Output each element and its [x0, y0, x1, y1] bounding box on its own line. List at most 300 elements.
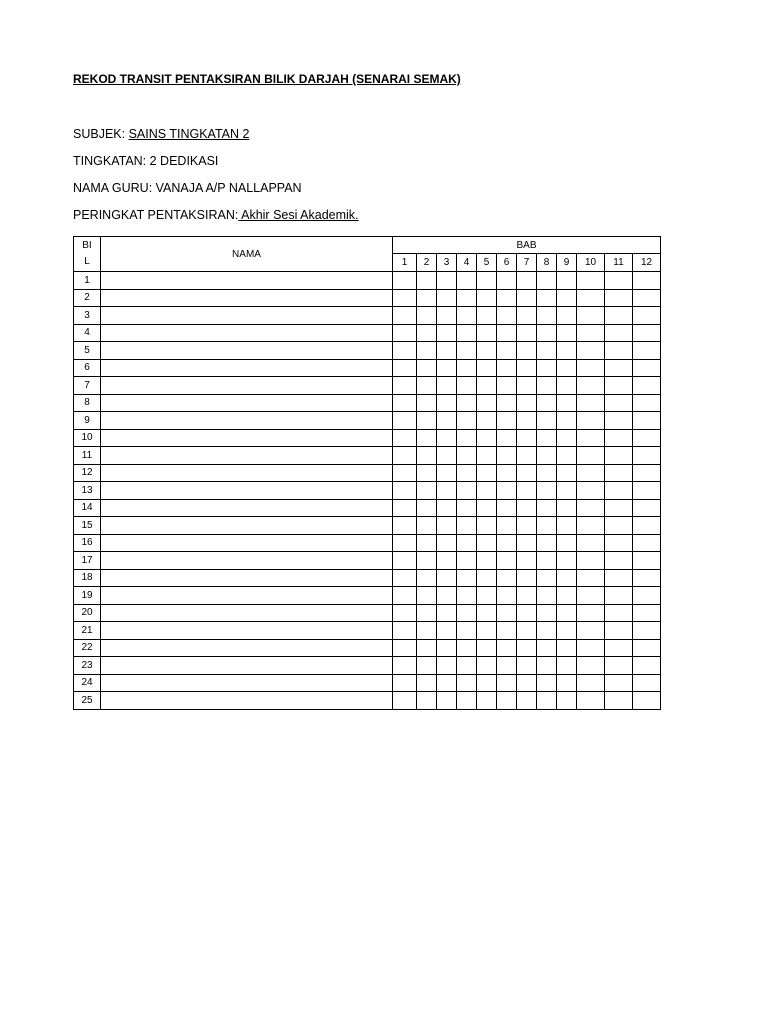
bab-check-cell[interactable]	[577, 534, 605, 552]
bab-check-cell[interactable]	[557, 429, 577, 447]
bab-check-cell[interactable]	[437, 692, 457, 710]
bab-check-cell[interactable]	[437, 464, 457, 482]
bab-check-cell[interactable]	[605, 552, 633, 570]
bab-check-cell[interactable]	[577, 394, 605, 412]
bab-check-cell[interactable]	[497, 272, 517, 290]
bab-check-cell[interactable]	[605, 429, 633, 447]
bab-check-cell[interactable]	[577, 639, 605, 657]
bab-check-cell[interactable]	[477, 622, 497, 640]
nama-cell[interactable]	[101, 342, 393, 360]
bab-check-cell[interactable]	[477, 674, 497, 692]
bab-check-cell[interactable]	[577, 412, 605, 430]
bab-check-cell[interactable]	[393, 429, 417, 447]
bab-check-cell[interactable]	[393, 359, 417, 377]
bab-check-cell[interactable]	[393, 342, 417, 360]
bab-check-cell[interactable]	[537, 377, 557, 395]
bab-check-cell[interactable]	[417, 272, 437, 290]
bab-check-cell[interactable]	[605, 587, 633, 605]
bab-check-cell[interactable]	[605, 272, 633, 290]
bab-check-cell[interactable]	[393, 499, 417, 517]
bab-check-cell[interactable]	[633, 324, 661, 342]
bab-check-cell[interactable]	[477, 394, 497, 412]
nama-cell[interactable]	[101, 447, 393, 465]
bab-check-cell[interactable]	[393, 657, 417, 675]
bab-check-cell[interactable]	[437, 289, 457, 307]
nama-cell[interactable]	[101, 307, 393, 325]
bab-check-cell[interactable]	[497, 464, 517, 482]
bab-check-cell[interactable]	[457, 359, 477, 377]
nama-cell[interactable]	[101, 272, 393, 290]
bab-check-cell[interactable]	[497, 394, 517, 412]
bab-check-cell[interactable]	[605, 604, 633, 622]
bab-check-cell[interactable]	[457, 464, 477, 482]
bab-check-cell[interactable]	[393, 552, 417, 570]
bab-check-cell[interactable]	[577, 429, 605, 447]
bab-check-cell[interactable]	[477, 657, 497, 675]
bab-check-cell[interactable]	[497, 639, 517, 657]
bab-check-cell[interactable]	[417, 587, 437, 605]
bab-check-cell[interactable]	[417, 534, 437, 552]
bab-check-cell[interactable]	[457, 587, 477, 605]
bab-check-cell[interactable]	[477, 482, 497, 500]
bab-check-cell[interactable]	[437, 639, 457, 657]
bab-check-cell[interactable]	[477, 534, 497, 552]
bab-check-cell[interactable]	[633, 534, 661, 552]
bab-check-cell[interactable]	[393, 377, 417, 395]
bab-check-cell[interactable]	[605, 622, 633, 640]
bab-check-cell[interactable]	[497, 342, 517, 360]
bab-check-cell[interactable]	[633, 482, 661, 500]
bab-check-cell[interactable]	[517, 482, 537, 500]
nama-cell[interactable]	[101, 517, 393, 535]
bab-check-cell[interactable]	[633, 552, 661, 570]
bab-check-cell[interactable]	[537, 324, 557, 342]
nama-cell[interactable]	[101, 412, 393, 430]
bab-check-cell[interactable]	[497, 552, 517, 570]
bab-check-cell[interactable]	[437, 359, 457, 377]
bab-check-cell[interactable]	[457, 639, 477, 657]
bab-check-cell[interactable]	[497, 307, 517, 325]
nama-cell[interactable]	[101, 622, 393, 640]
bab-check-cell[interactable]	[437, 377, 457, 395]
bab-check-cell[interactable]	[437, 534, 457, 552]
bab-check-cell[interactable]	[633, 464, 661, 482]
bab-check-cell[interactable]	[417, 499, 437, 517]
bab-check-cell[interactable]	[517, 429, 537, 447]
nama-cell[interactable]	[101, 639, 393, 657]
bab-check-cell[interactable]	[557, 377, 577, 395]
bab-check-cell[interactable]	[457, 552, 477, 570]
nama-cell[interactable]	[101, 534, 393, 552]
bab-check-cell[interactable]	[393, 639, 417, 657]
bab-check-cell[interactable]	[577, 569, 605, 587]
bab-check-cell[interactable]	[417, 429, 437, 447]
bab-check-cell[interactable]	[557, 289, 577, 307]
bab-check-cell[interactable]	[605, 569, 633, 587]
bab-check-cell[interactable]	[477, 569, 497, 587]
bab-check-cell[interactable]	[633, 447, 661, 465]
bab-check-cell[interactable]	[633, 412, 661, 430]
bab-check-cell[interactable]	[457, 569, 477, 587]
bab-check-cell[interactable]	[517, 692, 537, 710]
bab-check-cell[interactable]	[605, 534, 633, 552]
bab-check-cell[interactable]	[537, 447, 557, 465]
bab-check-cell[interactable]	[577, 307, 605, 325]
bab-check-cell[interactable]	[517, 342, 537, 360]
bab-check-cell[interactable]	[393, 622, 417, 640]
nama-cell[interactable]	[101, 587, 393, 605]
bab-check-cell[interactable]	[605, 517, 633, 535]
nama-cell[interactable]	[101, 482, 393, 500]
bab-check-cell[interactable]	[577, 499, 605, 517]
bab-check-cell[interactable]	[537, 412, 557, 430]
bab-check-cell[interactable]	[633, 674, 661, 692]
bab-check-cell[interactable]	[393, 674, 417, 692]
bab-check-cell[interactable]	[517, 639, 537, 657]
bab-check-cell[interactable]	[577, 657, 605, 675]
bab-check-cell[interactable]	[497, 534, 517, 552]
bab-check-cell[interactable]	[517, 394, 537, 412]
bab-check-cell[interactable]	[417, 692, 437, 710]
bab-check-cell[interactable]	[633, 289, 661, 307]
bab-check-cell[interactable]	[393, 569, 417, 587]
bab-check-cell[interactable]	[557, 587, 577, 605]
nama-cell[interactable]	[101, 692, 393, 710]
bab-check-cell[interactable]	[517, 324, 537, 342]
bab-check-cell[interactable]	[417, 359, 437, 377]
bab-check-cell[interactable]	[497, 692, 517, 710]
bab-check-cell[interactable]	[437, 272, 457, 290]
bab-check-cell[interactable]	[537, 359, 557, 377]
bab-check-cell[interactable]	[393, 307, 417, 325]
bab-check-cell[interactable]	[477, 359, 497, 377]
bab-check-cell[interactable]	[437, 429, 457, 447]
bab-check-cell[interactable]	[417, 657, 437, 675]
bab-check-cell[interactable]	[393, 534, 417, 552]
bab-check-cell[interactable]	[457, 377, 477, 395]
bab-check-cell[interactable]	[517, 604, 537, 622]
bab-check-cell[interactable]	[537, 604, 557, 622]
bab-check-cell[interactable]	[605, 289, 633, 307]
bab-check-cell[interactable]	[457, 674, 477, 692]
bab-check-cell[interactable]	[393, 412, 417, 430]
bab-check-cell[interactable]	[497, 569, 517, 587]
bab-check-cell[interactable]	[605, 674, 633, 692]
bab-check-cell[interactable]	[517, 499, 537, 517]
bab-check-cell[interactable]	[537, 569, 557, 587]
bab-check-cell[interactable]	[393, 587, 417, 605]
bab-check-cell[interactable]	[577, 324, 605, 342]
bab-check-cell[interactable]	[557, 342, 577, 360]
bab-check-cell[interactable]	[477, 692, 497, 710]
bab-check-cell[interactable]	[497, 604, 517, 622]
nama-cell[interactable]	[101, 604, 393, 622]
bab-check-cell[interactable]	[497, 587, 517, 605]
bab-check-cell[interactable]	[537, 342, 557, 360]
bab-check-cell[interactable]	[633, 272, 661, 290]
bab-check-cell[interactable]	[497, 289, 517, 307]
bab-check-cell[interactable]	[577, 622, 605, 640]
bab-check-cell[interactable]	[605, 342, 633, 360]
bab-check-cell[interactable]	[517, 289, 537, 307]
bab-check-cell[interactable]	[393, 692, 417, 710]
bab-check-cell[interactable]	[417, 569, 437, 587]
bab-check-cell[interactable]	[497, 359, 517, 377]
bab-check-cell[interactable]	[537, 622, 557, 640]
bab-check-cell[interactable]	[577, 604, 605, 622]
bab-check-cell[interactable]	[557, 359, 577, 377]
bab-check-cell[interactable]	[537, 482, 557, 500]
bab-check-cell[interactable]	[417, 482, 437, 500]
bab-check-cell[interactable]	[537, 534, 557, 552]
bab-check-cell[interactable]	[393, 464, 417, 482]
bab-check-cell[interactable]	[557, 394, 577, 412]
bab-check-cell[interactable]	[457, 307, 477, 325]
bab-check-cell[interactable]	[633, 517, 661, 535]
bab-check-cell[interactable]	[457, 447, 477, 465]
bab-check-cell[interactable]	[497, 622, 517, 640]
bab-check-cell[interactable]	[605, 639, 633, 657]
bab-check-cell[interactable]	[557, 324, 577, 342]
bab-check-cell[interactable]	[497, 657, 517, 675]
bab-check-cell[interactable]	[577, 342, 605, 360]
bab-check-cell[interactable]	[457, 604, 477, 622]
bab-check-cell[interactable]	[633, 604, 661, 622]
nama-cell[interactable]	[101, 359, 393, 377]
bab-check-cell[interactable]	[417, 342, 437, 360]
bab-check-cell[interactable]	[537, 307, 557, 325]
bab-check-cell[interactable]	[633, 429, 661, 447]
bab-check-cell[interactable]	[477, 499, 497, 517]
bab-check-cell[interactable]	[477, 429, 497, 447]
bab-check-cell[interactable]	[557, 464, 577, 482]
bab-check-cell[interactable]	[577, 272, 605, 290]
bab-check-cell[interactable]	[457, 622, 477, 640]
bab-check-cell[interactable]	[417, 307, 437, 325]
bab-check-cell[interactable]	[537, 517, 557, 535]
bab-check-cell[interactable]	[477, 517, 497, 535]
bab-check-cell[interactable]	[557, 517, 577, 535]
bab-check-cell[interactable]	[497, 377, 517, 395]
bab-check-cell[interactable]	[633, 692, 661, 710]
bab-check-cell[interactable]	[605, 359, 633, 377]
bab-check-cell[interactable]	[437, 604, 457, 622]
bab-check-cell[interactable]	[577, 482, 605, 500]
bab-check-cell[interactable]	[517, 517, 537, 535]
nama-cell[interactable]	[101, 464, 393, 482]
bab-check-cell[interactable]	[633, 359, 661, 377]
bab-check-cell[interactable]	[393, 272, 417, 290]
bab-check-cell[interactable]	[517, 552, 537, 570]
bab-check-cell[interactable]	[417, 324, 437, 342]
bab-check-cell[interactable]	[557, 674, 577, 692]
bab-check-cell[interactable]	[517, 622, 537, 640]
bab-check-cell[interactable]	[497, 429, 517, 447]
bab-check-cell[interactable]	[577, 289, 605, 307]
bab-check-cell[interactable]	[537, 674, 557, 692]
bab-check-cell[interactable]	[577, 517, 605, 535]
bab-check-cell[interactable]	[393, 394, 417, 412]
bab-check-cell[interactable]	[457, 499, 477, 517]
bab-check-cell[interactable]	[557, 622, 577, 640]
bab-check-cell[interactable]	[417, 639, 437, 657]
bab-check-cell[interactable]	[393, 447, 417, 465]
bab-check-cell[interactable]	[457, 289, 477, 307]
bab-check-cell[interactable]	[633, 394, 661, 412]
bab-check-cell[interactable]	[393, 482, 417, 500]
bab-check-cell[interactable]	[633, 587, 661, 605]
bab-check-cell[interactable]	[577, 464, 605, 482]
nama-cell[interactable]	[101, 499, 393, 517]
bab-check-cell[interactable]	[437, 482, 457, 500]
bab-check-cell[interactable]	[437, 622, 457, 640]
bab-check-cell[interactable]	[633, 499, 661, 517]
bab-check-cell[interactable]	[557, 447, 577, 465]
bab-check-cell[interactable]	[537, 499, 557, 517]
bab-check-cell[interactable]	[497, 324, 517, 342]
bab-check-cell[interactable]	[557, 499, 577, 517]
bab-check-cell[interactable]	[605, 324, 633, 342]
bab-check-cell[interactable]	[557, 412, 577, 430]
nama-cell[interactable]	[101, 569, 393, 587]
bab-check-cell[interactable]	[457, 429, 477, 447]
bab-check-cell[interactable]	[537, 464, 557, 482]
bab-check-cell[interactable]	[393, 517, 417, 535]
bab-check-cell[interactable]	[577, 377, 605, 395]
bab-check-cell[interactable]	[537, 639, 557, 657]
bab-check-cell[interactable]	[517, 464, 537, 482]
bab-check-cell[interactable]	[557, 534, 577, 552]
bab-check-cell[interactable]	[557, 692, 577, 710]
bab-check-cell[interactable]	[605, 464, 633, 482]
bab-check-cell[interactable]	[517, 307, 537, 325]
bab-check-cell[interactable]	[537, 394, 557, 412]
bab-check-cell[interactable]	[477, 289, 497, 307]
bab-check-cell[interactable]	[557, 639, 577, 657]
bab-check-cell[interactable]	[633, 307, 661, 325]
bab-check-cell[interactable]	[537, 429, 557, 447]
bab-check-cell[interactable]	[577, 552, 605, 570]
bab-check-cell[interactable]	[517, 674, 537, 692]
bab-check-cell[interactable]	[605, 412, 633, 430]
bab-check-cell[interactable]	[457, 517, 477, 535]
bab-check-cell[interactable]	[517, 587, 537, 605]
bab-check-cell[interactable]	[557, 482, 577, 500]
bab-check-cell[interactable]	[437, 517, 457, 535]
nama-cell[interactable]	[101, 324, 393, 342]
bab-check-cell[interactable]	[477, 272, 497, 290]
bab-check-cell[interactable]	[517, 359, 537, 377]
bab-check-cell[interactable]	[393, 604, 417, 622]
bab-check-cell[interactable]	[517, 377, 537, 395]
bab-check-cell[interactable]	[417, 622, 437, 640]
bab-check-cell[interactable]	[557, 657, 577, 675]
bab-check-cell[interactable]	[437, 499, 457, 517]
bab-check-cell[interactable]	[605, 657, 633, 675]
bab-check-cell[interactable]	[557, 272, 577, 290]
bab-check-cell[interactable]	[457, 324, 477, 342]
bab-check-cell[interactable]	[417, 517, 437, 535]
bab-check-cell[interactable]	[537, 289, 557, 307]
bab-check-cell[interactable]	[605, 377, 633, 395]
bab-check-cell[interactable]	[497, 412, 517, 430]
bab-check-cell[interactable]	[577, 587, 605, 605]
bab-check-cell[interactable]	[457, 482, 477, 500]
bab-check-cell[interactable]	[437, 552, 457, 570]
bab-check-cell[interactable]	[577, 359, 605, 377]
bab-check-cell[interactable]	[437, 587, 457, 605]
bab-check-cell[interactable]	[457, 394, 477, 412]
bab-check-cell[interactable]	[417, 552, 437, 570]
bab-check-cell[interactable]	[437, 657, 457, 675]
bab-check-cell[interactable]	[537, 692, 557, 710]
bab-check-cell[interactable]	[517, 569, 537, 587]
bab-check-cell[interactable]	[437, 569, 457, 587]
bab-check-cell[interactable]	[477, 324, 497, 342]
bab-check-cell[interactable]	[393, 324, 417, 342]
bab-check-cell[interactable]	[477, 587, 497, 605]
bab-check-cell[interactable]	[517, 412, 537, 430]
bab-check-cell[interactable]	[437, 324, 457, 342]
bab-check-cell[interactable]	[457, 534, 477, 552]
bab-check-cell[interactable]	[417, 674, 437, 692]
bab-check-cell[interactable]	[477, 377, 497, 395]
bab-check-cell[interactable]	[633, 657, 661, 675]
bab-check-cell[interactable]	[605, 447, 633, 465]
bab-check-cell[interactable]	[437, 674, 457, 692]
bab-check-cell[interactable]	[537, 657, 557, 675]
bab-check-cell[interactable]	[605, 307, 633, 325]
bab-check-cell[interactable]	[477, 307, 497, 325]
bab-check-cell[interactable]	[437, 412, 457, 430]
bab-check-cell[interactable]	[605, 482, 633, 500]
bab-check-cell[interactable]	[557, 569, 577, 587]
bab-check-cell[interactable]	[633, 342, 661, 360]
bab-check-cell[interactable]	[537, 587, 557, 605]
bab-check-cell[interactable]	[557, 552, 577, 570]
bab-check-cell[interactable]	[477, 412, 497, 430]
bab-check-cell[interactable]	[417, 604, 437, 622]
bab-check-cell[interactable]	[457, 412, 477, 430]
bab-check-cell[interactable]	[537, 552, 557, 570]
bab-check-cell[interactable]	[633, 569, 661, 587]
bab-check-cell[interactable]	[537, 272, 557, 290]
bab-check-cell[interactable]	[517, 657, 537, 675]
bab-check-cell[interactable]	[633, 622, 661, 640]
bab-check-cell[interactable]	[437, 342, 457, 360]
bab-check-cell[interactable]	[417, 377, 437, 395]
nama-cell[interactable]	[101, 377, 393, 395]
bab-check-cell[interactable]	[577, 692, 605, 710]
bab-check-cell[interactable]	[477, 604, 497, 622]
nama-cell[interactable]	[101, 674, 393, 692]
bab-check-cell[interactable]	[577, 447, 605, 465]
bab-check-cell[interactable]	[457, 657, 477, 675]
bab-check-cell[interactable]	[437, 447, 457, 465]
bab-check-cell[interactable]	[557, 307, 577, 325]
bab-check-cell[interactable]	[477, 447, 497, 465]
bab-check-cell[interactable]	[497, 674, 517, 692]
bab-check-cell[interactable]	[417, 412, 437, 430]
bab-check-cell[interactable]	[417, 447, 437, 465]
bab-check-cell[interactable]	[497, 517, 517, 535]
bab-check-cell[interactable]	[497, 447, 517, 465]
bab-check-cell[interactable]	[477, 464, 497, 482]
bab-check-cell[interactable]	[417, 289, 437, 307]
bab-check-cell[interactable]	[417, 394, 437, 412]
bab-check-cell[interactable]	[457, 342, 477, 360]
nama-cell[interactable]	[101, 552, 393, 570]
